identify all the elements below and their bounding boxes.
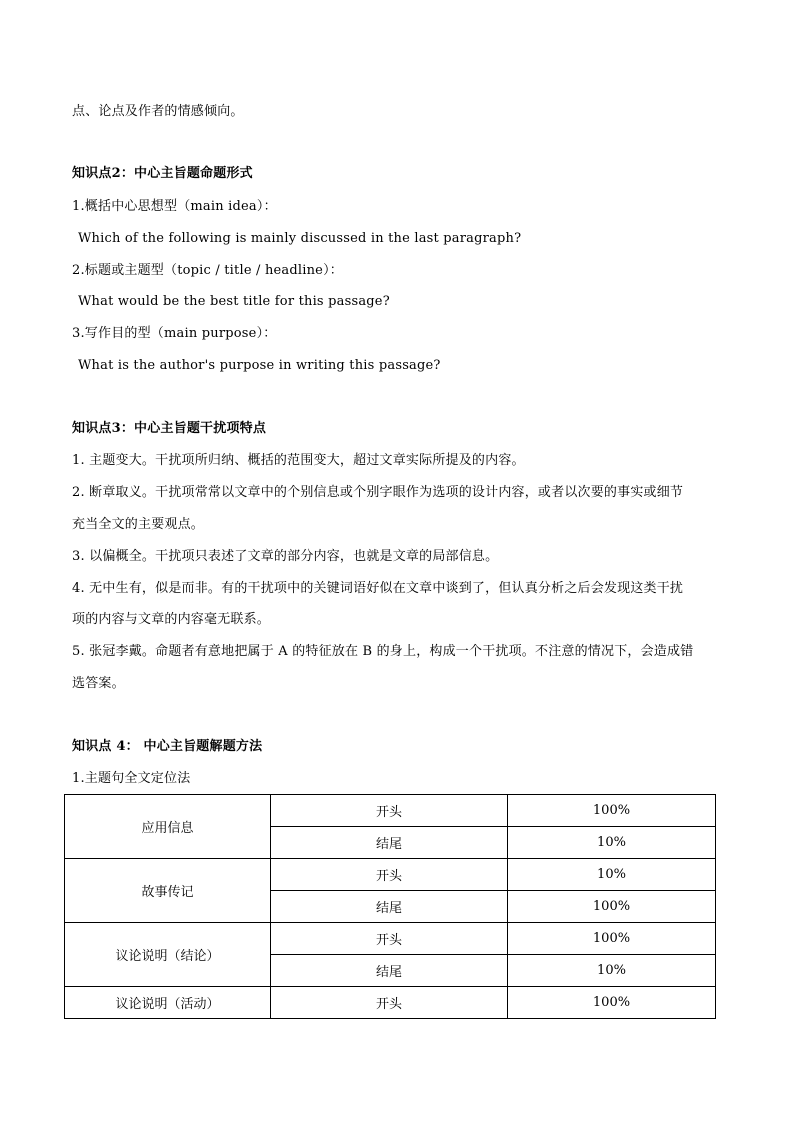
category-cell: 议论说明（结论） <box>65 923 271 987</box>
trait-line: 3. 以偏概全。干扰项只表述了文章的部分内容，也就是文章的局部信息。 <box>72 549 499 564</box>
position-cell: 开头 <box>271 859 508 891</box>
section-4-heading: 知识点 4： 中心主旨题解题方法 <box>72 739 263 754</box>
percent-cell: 100% <box>508 795 716 827</box>
position-cell: 开头 <box>271 987 508 1019</box>
percent-cell: 10% <box>508 955 716 987</box>
trait-line: 5. 张冠李戴。命题者有意地把属于 A 的特征放在 B 的身上，构成一个干扰项。不注意的情况下，会造成错 <box>72 644 694 659</box>
trait-line: 1. 主题变大。干扰项所归纳、概括的范围变大，超过文章实际所提及的内容。 <box>72 453 525 468</box>
category-cell: 议论说明（活动） <box>65 987 271 1019</box>
trait-line: 选答案。 <box>72 676 125 691</box>
item-3-label: 3.写作目的型（main purpose）： <box>72 326 277 341</box>
method-title: 1.主题句全文定位法 <box>72 771 191 786</box>
percent-cell: 100% <box>508 923 716 955</box>
item-2-example: What would be the best title for this passage? <box>78 294 390 309</box>
section-2-heading: 知识点2：中心主旨题命题形式 <box>72 166 253 181</box>
topic-sentence-table <box>64 794 716 1019</box>
table-row <box>65 923 716 955</box>
table-row <box>65 987 716 1019</box>
table-row <box>65 795 716 827</box>
percent-cell: 10% <box>508 827 716 859</box>
position-cell: 结尾 <box>271 827 508 859</box>
position-cell: 结尾 <box>271 891 508 923</box>
position-cell: 开头 <box>271 923 508 955</box>
section-3-heading: 知识点3：中心主旨题干扰项特点 <box>72 421 267 436</box>
position-cell: 结尾 <box>271 955 508 987</box>
percent-cell: 100% <box>508 891 716 923</box>
trait-line: 2. 断章取义。干扰项常常以文章中的个别信息或个别字眼作为选项的设计内容，或者以次要的事实或细节 <box>72 485 684 500</box>
category-cell: 故事传记 <box>65 859 271 923</box>
position-cell: 开头 <box>271 795 508 827</box>
item-2-label: 2.标题或主题型（topic / title / headline）： <box>72 263 343 278</box>
trait-line: 4. 无中生有，似是而非。有的干扰项中的关键词语好似在文章中谈到了，但认真分析之后会发现这类干扰 <box>72 581 684 596</box>
item-1-label: 1.概括中心思想型（main idea）： <box>72 199 277 214</box>
intro-text: 点、论点及作者的情感倾向。 <box>72 104 244 119</box>
item-1-example: Which of the following is mainly discussed in the last paragraph? <box>78 231 522 246</box>
trait-line: 充当全文的主要观点。 <box>72 517 205 532</box>
item-3-example: What is the author's purpose in writing this passage? <box>78 358 441 373</box>
table-row <box>65 859 716 891</box>
percent-cell: 10% <box>508 859 716 891</box>
percent-cell: 100% <box>508 987 716 1019</box>
trait-line: 项的内容与文章的内容毫无联系。 <box>72 612 271 627</box>
category-cell: 应用信息 <box>65 795 271 859</box>
